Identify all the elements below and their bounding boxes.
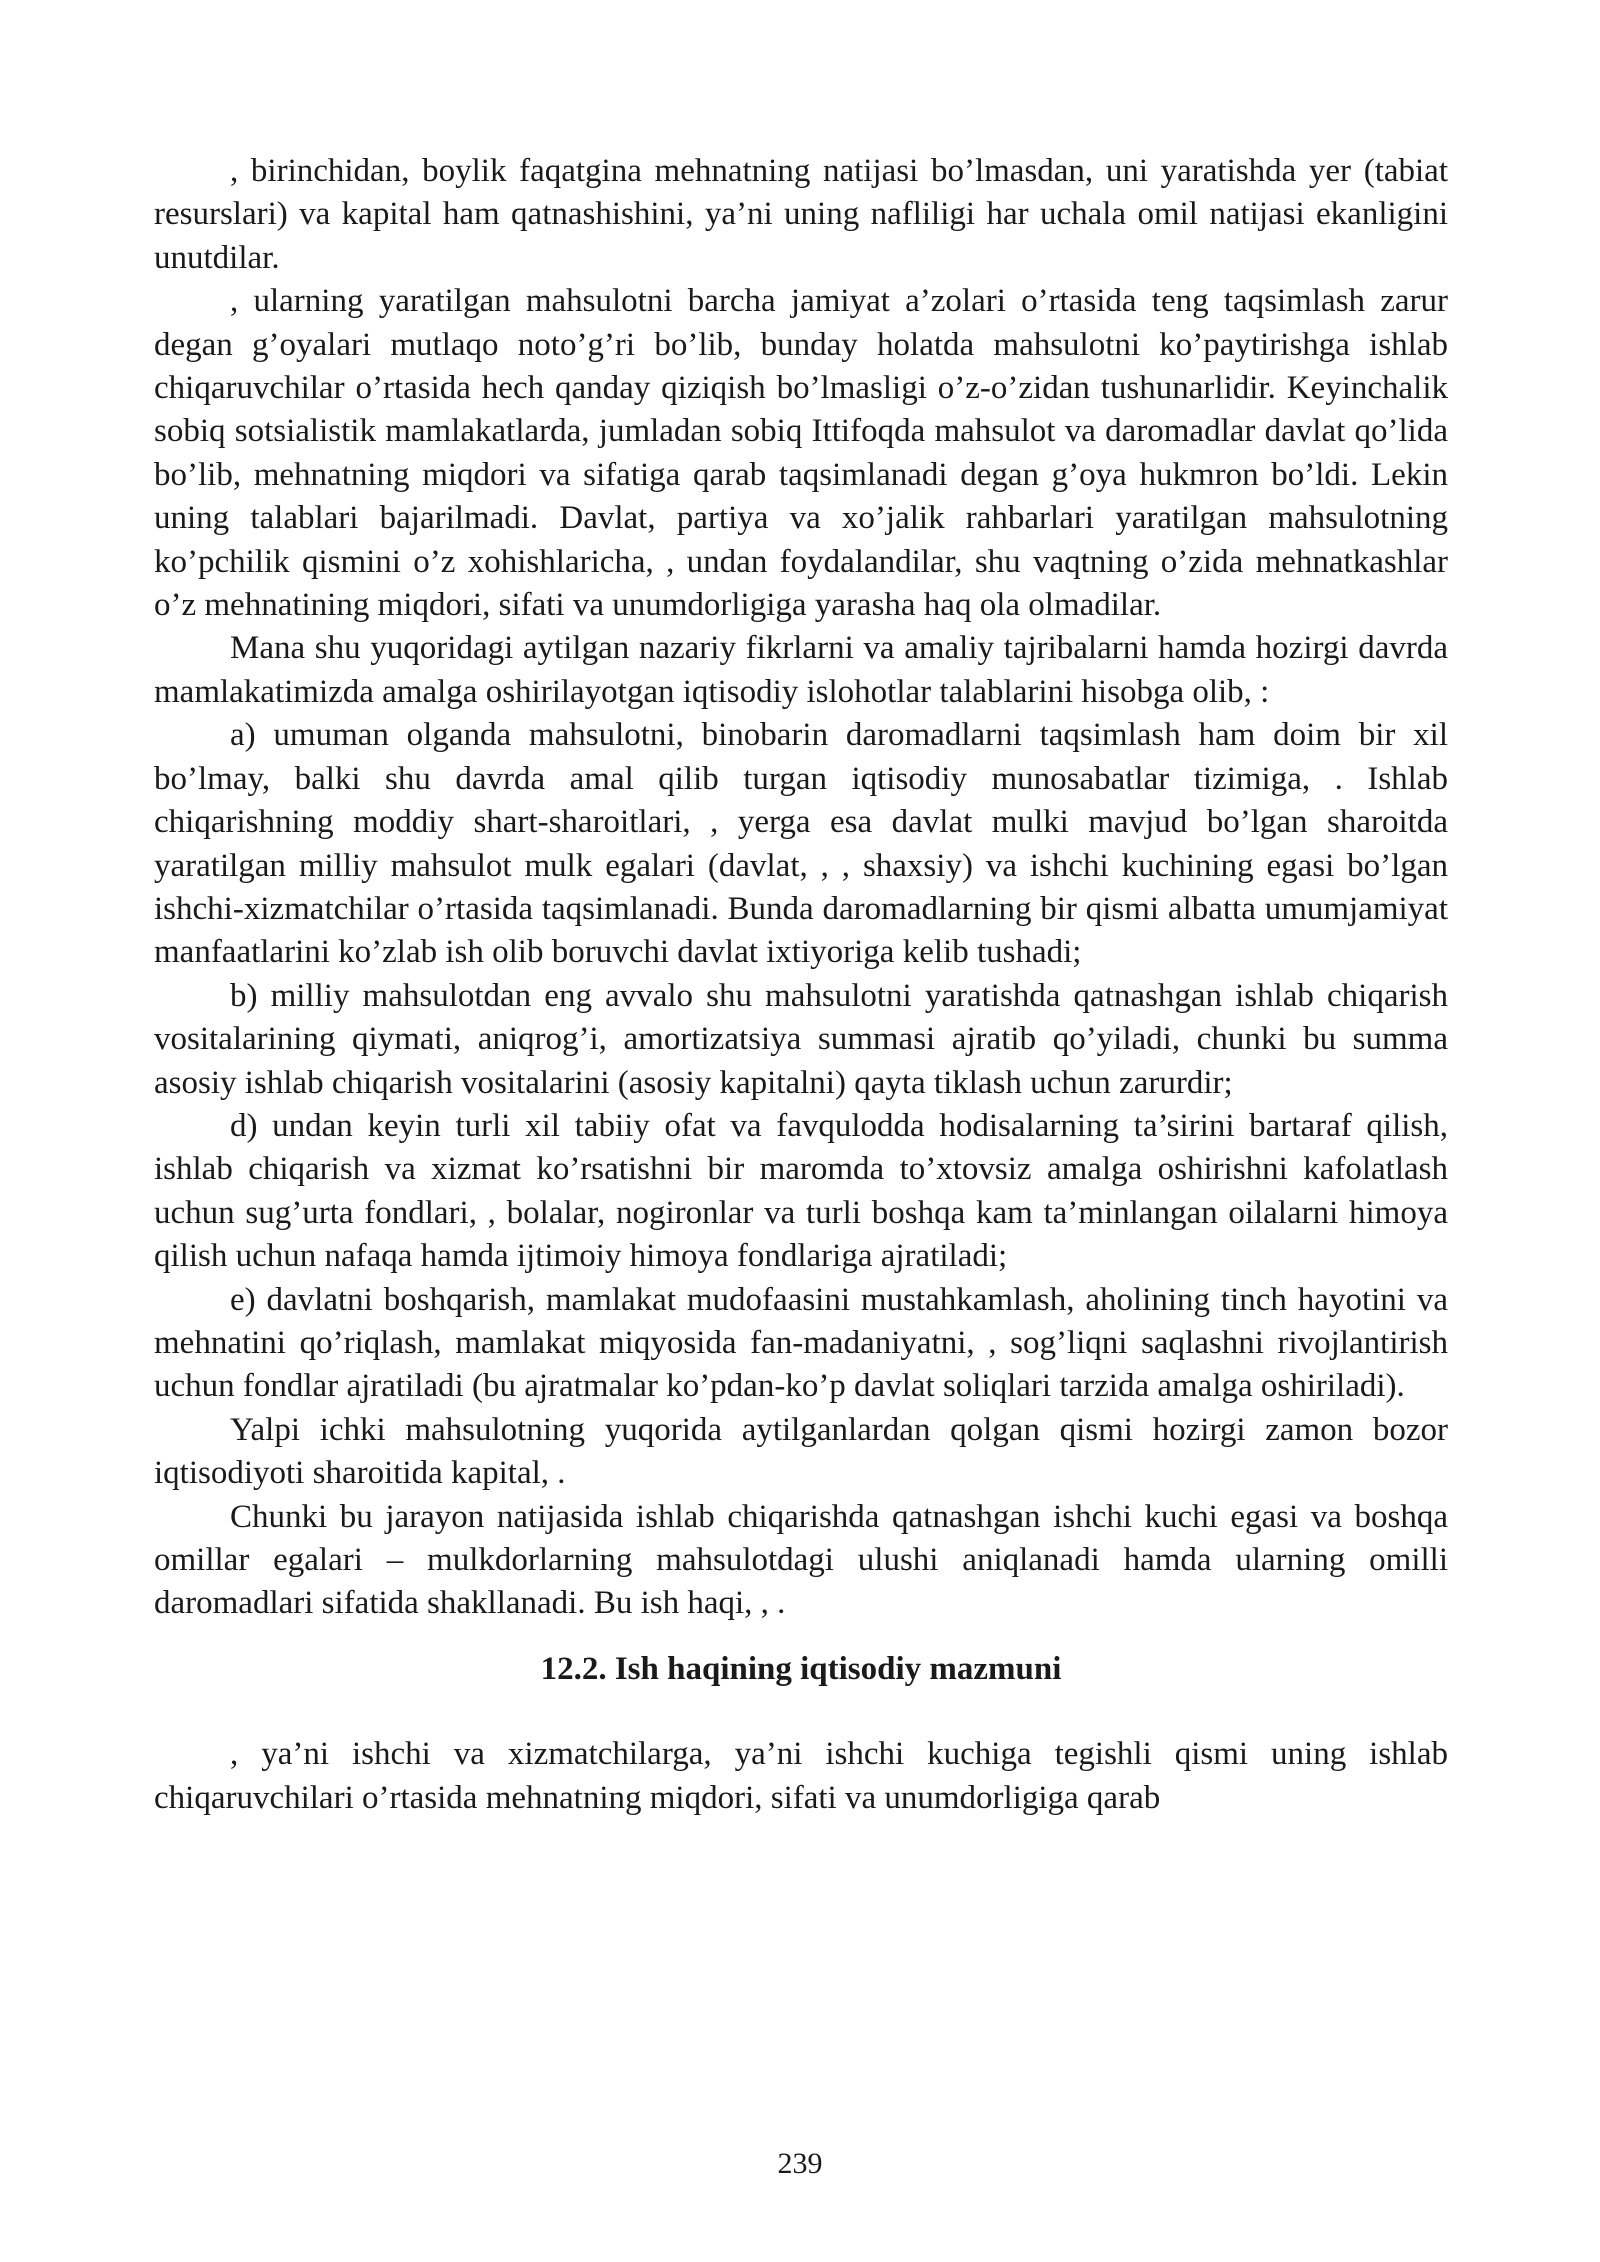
paragraph-6: d) undan keyin turli xil tabiiy ofat va favqulodda hodisalarning ta’sirini bartaraf qilish, ishlab chiqarish va xizmat ko’rsatishni bir maromda to’xtovsiz amalga oshirishni kafolatlash uchun sug’urta fondlari, , bolalar, nogironlar va turli boshqa kam ta’minlangan oilalarni himoya qilish uchun nafaqa hamda ijtimoiy himoya fondlariga ajratiladi;	[154, 1107, 1448, 1275]
paragraph-4: a) umuman olganda mahsulotni, binobarin daromadlarni taqsimlash ham doim bir xil bo’lmay, balki shu davrda amal qilib turgan iqtisodiy munosabatlar tizimiga, . Ishlab chiqarishning moddiy shart-sharoitlari, , yerga esa davlat mulki mavjud bo’lgan sharoitda yaratilgan milliy mahsulot mulk egalari (davlat, , , shaxsiy) va ishchi kuchining egasi bo’lgan ishchi-xizmatchilar o’rtasida taqsimlanadi. Bunda daromadlarning bir qismi albatta umumjamiyat manfaatlarini ko’zlab ish olib boruvchi davlat ixtiyoriga kelib tushadi;	[154, 717, 1448, 971]
paragraph-5: b) milliy mahsulotdan eng avvalo shu mahsulotni yaratishda qatnashgan ishlab chiqarish vositalarining qiymati, aniqrog’i, amortizatsiya summasi ajratib qo’yiladi, chunki bu summa asosiy ishlab chiqarish vositalarini (asosiy kapitalni) qayta tiklash uchun zarurdir;	[154, 977, 1448, 1101]
paragraph-9: Chunki bu jarayon natijasida ishlab chiqarishda qatnashgan ishchi kuchi egasi va boshqa omillar egalari – mulkdorlarning mahsulotdagi ulushi aniqlanadi hamda ularning omilli daromadlari sifatida shakllanadi. Bu ish haqi, , .	[154, 1498, 1448, 1622]
page-body	[154, 150, 1448, 1820]
section-heading: 12.2. Ish haqining iqtisodiy mazmuni	[540, 1650, 1062, 1687]
section-paragraph-1: , ya’ni ishchi va xizmatchilarga, ya’ni ishchi kuchiga tegishli qismi uning ishlab chiqaruvchilari o’rtasida mehnatning miqdori, sifati va unumdorligiga qarab	[154, 1736, 1448, 1816]
paragraph-1: , birinchidan, boylik faqatgina mehnatning natijasi bo’lmasdan, uni yaratishda yer (tabiat resurslari) va kapital ham qatnashishini, ya’ni uning nafliligi har uchala omil natijasi ekanligini unutdilar.	[154, 153, 1448, 276]
paragraph-8: Yalpi ichki mahsulotning yuqorida aytilganlardan qolgan qismi hozirgi zamon bozor iqtisodiyoti sharoitida kapital, .	[154, 1411, 1448, 1492]
paragraph-3: Mana shu yuqoridagi aytilgan nazariy fikrlarni va amaliy tajribalarni hamda hozirgi davrda mamlakatimizda amalga oshirilayotgan iqtisodiy islohotlar talablarini hisobga olib, :	[154, 630, 1448, 710]
page-number: 239	[777, 2147, 823, 2180]
paragraph-2: , ularning yaratilgan mahsulotni barcha jamiyat a’zolari o’rtasida teng taqsimlash zarur degan g’oyalari mutlaqo noto’g’ri bo’lib, bunday holatda mahsulotni ko’paytirishga ishlab chiqaruvchilar o’rtasida hech qanday qiziqish bo’lmasligi o’z-o’zidan tushunarlidir. Keyinchalik sobiq sotsialistik mamlakatlarda, jumladan sobiq Ittifoqda mahsulot va daromadlar davlat qo’lida bo’lib, mehnatning miqdori va sifatiga qarab taqsimlanadi degan g’oya hukmron bo’ldi. Lekin uning talablari bajarilmadi. Davlat, partiya va xo’jalik rahbarlari yaratilgan mahsulotning ko’pchilik qismini o’z xohishlaricha, , undan foydalandilar, shu vaqtning o’zida mehnatkashlar o’z mehnatining miqdori, sifati va unumdorligiga yarasha haq ola olmadilar.	[154, 283, 1448, 624]
paragraph-7: e) davlatni boshqarish, mamlakat mudofaasini mustahkamlash, aholining tinch hayotini va mehnatini qo’riqlash, mamlakat miqyosida fan-madaniyatni, , sog’liqni saqlashni rivojlantirish uchun fondlar ajratiladi (bu ajratmalar ko’pdan-ko’p davlat soliqlari tarzida amalga oshiriladi).	[154, 1281, 1448, 1405]
